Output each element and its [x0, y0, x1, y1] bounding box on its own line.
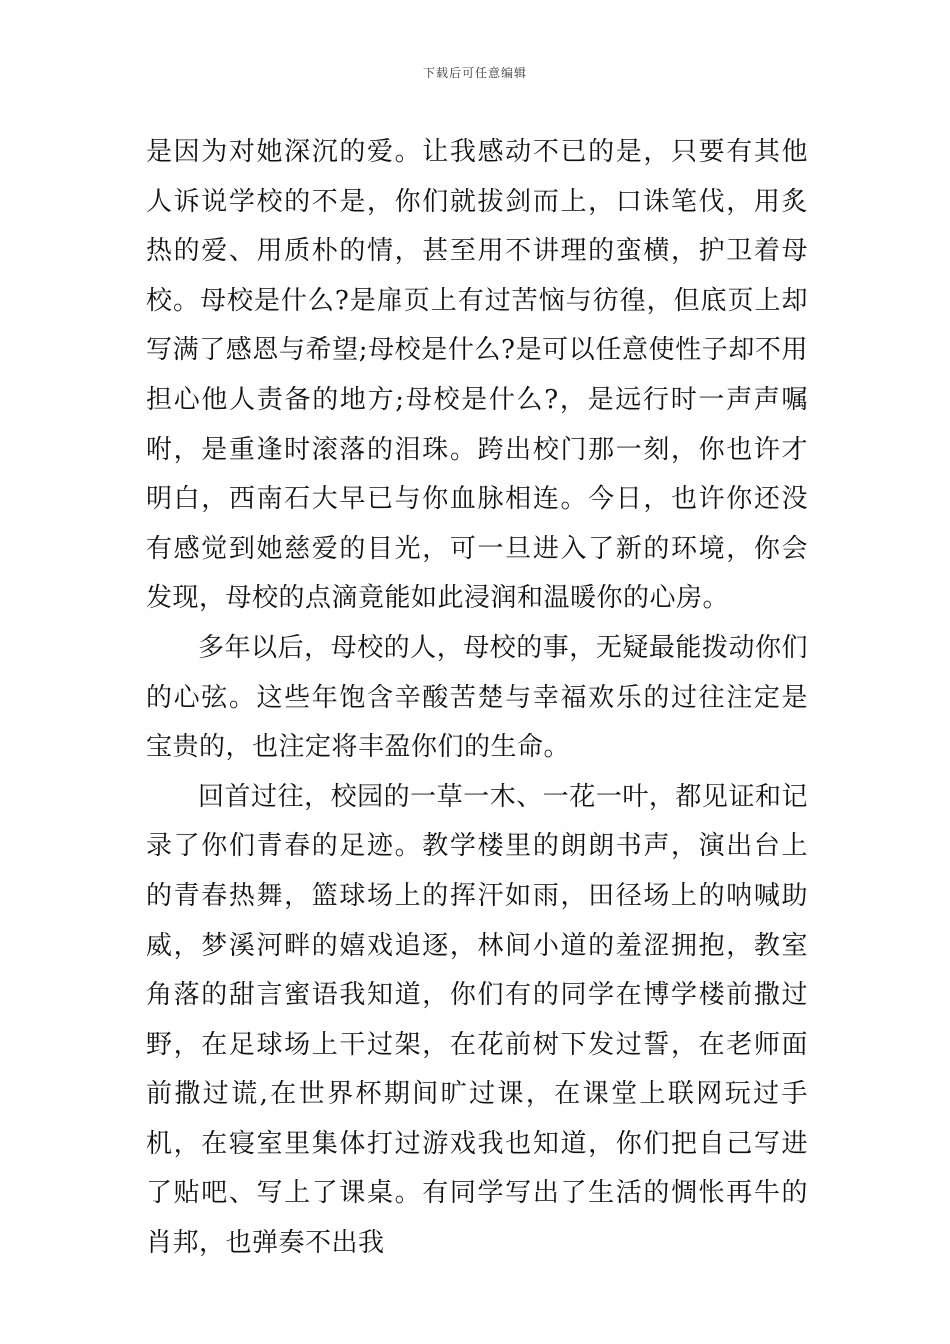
document-body — [146, 128, 808, 1269]
paragraph-2: 多年以后，母校的人，母校的事，无疑最能拨动你们的心弦。这些年饱含辛酸苦楚与幸福欢乐的过往注定是宝贵的，也注定将丰盈你们的生命。 — [146, 632, 808, 763]
paragraph-3: 回首过往，校园的一草一木、一花一叶，都见证和记录了你们青春的足迹。教学楼里的朗朗书声，演出台上的青春热舞，篮球场上的挥汗如雨，田径场上的呐喊助威，梦溪河畔的嬉戏追逐，林间小道的羞涩拥抱，教室角落的甜言蜜语我知道，你们有的同学在博学楼前撒过野，在足球场上干过架，在花前树下发过誓，在老师面前撒过谎,在世界杯期间旷过课，在课堂上联网玩过手机，在寝室里集体打过游戏我也知道，你们把自己写进了贴吧、写上了课桌。有同学写出了生活的惆怅再牛的肖邦，也弹奏不出我 — [146, 781, 808, 1259]
page-header: 下载后可任意编辑 — [422, 66, 527, 80]
paragraph-1: 是因为对她深沉的爱。让我感动不已的是，只要有其他人诉说学校的不是，你们就拔剑而上，口诛笔伐，用炙热的爱、用质朴的情，甚至用不讲理的蛮横，护卫着母校。母校是什么?是扉页上有过苦恼与彷徨，但底页上却写满了感恩与希望;母校是什么?是可以任意使性子却不用担心他人责备的地方;母校是什么?，是远行时一声声嘱咐，是重逢时滚落的泪珠。跨出校门那一刻，你也许才明白，西南石大早已与你血脉相连。今日，也许你还没有感觉到她慈爱的目光，可一旦进入了新的环境，你会发现，母校的点滴竟能如此浸润和温暖你的心房。 — [146, 137, 808, 614]
